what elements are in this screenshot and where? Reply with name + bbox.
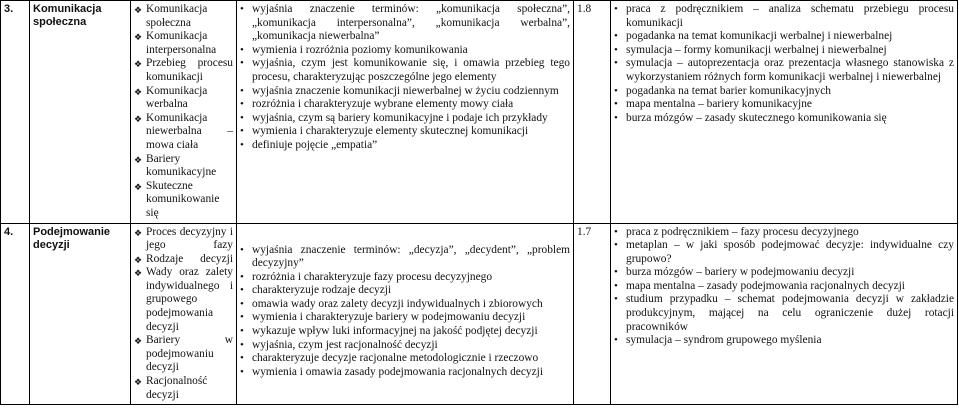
- method-item: • studium przypadku – schemat podejmowania decyzji w zakładzie produkcyjnym, mającej na celu ograniczenie dużej rotacji pracowników: [614, 293, 954, 333]
- goal-item: • wymienia i charakteryzuje bariery w podejmowaniu decyzji: [240, 311, 526, 324]
- bullet-icon: ❖: [134, 32, 143, 43]
- content-cell: [131, 223, 237, 405]
- bullet-icon: ❖: [134, 5, 143, 15]
- content-item: ❖ Komunikacja niewerbalna – mowa ciała: [134, 111, 233, 151]
- bullet-icon: •: [614, 98, 618, 111]
- method-item: • mapa mentalna – bariery komunikacyjne: [614, 98, 812, 111]
- bullet-icon: •: [614, 279, 618, 292]
- goal-item: • wyjaśnia, czym jest racjonalność decyzji: [240, 338, 438, 351]
- bullet-icon: ❖: [134, 181, 143, 192]
- goals-cell: [237, 223, 574, 405]
- goal-item: • wyjaśnia znaczenie terminów: „komunikacja społeczna”, „komunikacja interpersonalna”, „komunikacja werbalna”, „komunikacja niewerbalna”: [240, 3, 570, 43]
- topic-cell: Podejmowanie decyzji: [30, 223, 131, 405]
- bullet-icon: ❖: [134, 254, 143, 265]
- table-row: [1, 223, 958, 405]
- bullet-icon: ❖: [134, 113, 143, 124]
- methods-cell: [611, 223, 958, 405]
- methods-list: [614, 226, 954, 348]
- bullet-icon: •: [614, 225, 618, 238]
- bullet-icon: •: [240, 84, 244, 97]
- bullet-icon: •: [614, 266, 618, 279]
- content-item: ❖ Bariery komunikacyjne: [134, 152, 217, 179]
- bullet-icon: •: [614, 30, 618, 43]
- bullet-icon: ❖: [134, 86, 143, 97]
- cell-spacer: [240, 226, 570, 244]
- bullet-icon: •: [240, 111, 244, 124]
- time-cell: 1.7: [574, 223, 611, 405]
- goal-item: • omawia wady oraz zalety decyzji indywidualnych i zbiorowych: [240, 297, 543, 310]
- bullet-icon: ❖: [134, 377, 143, 388]
- method-item: • symulacja – formy komunikacji werbalnej i niewerbalnej: [614, 43, 887, 56]
- bullet-icon: •: [240, 338, 244, 351]
- method-item: • praca z podręcznikiem – analiza schematu przebiegu procesu komunikacji: [614, 3, 954, 29]
- bullet-icon: •: [240, 3, 244, 15]
- bullet-icon: •: [614, 293, 618, 306]
- content-cell: [131, 1, 237, 224]
- method-item: • praca z podręcznikiem – fazy procesu decyzyjnego: [614, 225, 859, 238]
- row-number: 4.: [1, 223, 30, 405]
- bullet-icon: ❖: [134, 154, 143, 165]
- goal-item: • charakteryzuje decyzje racjonalne metodologicznie i rzeczowo: [240, 352, 539, 365]
- goal-item: • wyjaśnia, czym są bariery komunikacyjne i podaje ich przykłady: [240, 111, 548, 124]
- topic-cell: Komunikacja społeczna: [30, 1, 131, 224]
- bullet-icon: •: [240, 284, 244, 297]
- goal-item: • wymienia i omawia zasady podejmowania racjonalnych decyzji: [240, 365, 543, 378]
- bullet-icon: •: [240, 270, 244, 283]
- goal-item: • wyjaśnia, czym jest komunikowanie się, i omawia przebieg tego procesu, charakteryzując poszczególne jego elementy: [240, 57, 570, 83]
- goal-item: • wymienia i rozróżnia poziomy komunikowania: [240, 43, 468, 56]
- bullet-icon: •: [240, 98, 244, 111]
- bullet-icon: •: [614, 57, 618, 70]
- bullet-icon: •: [240, 57, 244, 70]
- bullet-icon: •: [240, 311, 244, 324]
- bullet-icon: •: [240, 125, 244, 138]
- goal-item: • wykazuje wpływ luki informacyjnej na jakość podjętej decyzji: [240, 325, 538, 338]
- bullet-icon: •: [240, 138, 244, 151]
- content-item: ❖ Komunikacja werbalna: [134, 84, 208, 111]
- row-number: 3.: [1, 1, 30, 224]
- bullet-icon: ❖: [134, 227, 143, 238]
- method-item: • symulacja – autoprezentacja oraz prezentacja własnego stanowiska z wykorzystaniem różnych form komunikacji werbalnej i niewerbalnej: [614, 57, 954, 83]
- bullet-icon: •: [240, 297, 244, 310]
- content-item: ❖ Racjonalność decyzji: [134, 375, 208, 401]
- goal-item: • rozróżnia i charakteryzuje fazy procesu decyzyjnego: [240, 270, 493, 283]
- bullet-icon: •: [240, 325, 244, 338]
- bullet-icon: ❖: [134, 59, 143, 70]
- method-item: • pogadanka na temat barier komunikacyjnych: [614, 84, 831, 97]
- content-list: [134, 226, 233, 403]
- content-item: ❖ Komunikacja interpersonalna: [134, 30, 217, 56]
- goals-list: [240, 244, 570, 380]
- goals-cell: [237, 1, 574, 224]
- bullet-icon: •: [240, 43, 244, 56]
- bullet-icon: ❖: [134, 268, 143, 279]
- methods-list: [614, 3, 954, 125]
- goals-list: [240, 3, 570, 153]
- content-item: ❖ Komunikacja społeczna: [134, 3, 208, 29]
- goal-item: • wyjaśnia znaczenie terminów: „decyzja”, „decydent”, „problem decyzyjny”: [240, 243, 570, 270]
- method-item: • burza mózgów – zasady skutecznego komunikowania się: [614, 111, 887, 124]
- content-item: ❖ Przebieg procesu komunikacji: [134, 57, 233, 83]
- bullet-icon: ❖: [134, 336, 143, 347]
- bullet-icon: •: [614, 43, 618, 56]
- bullet-icon: •: [614, 334, 618, 347]
- goal-item: • wyjaśnia znaczenie komunikacji niewerbalnej w życiu codziennym: [240, 84, 559, 97]
- method-item: • symulacja – syndrom grupowego myślenia: [614, 334, 822, 347]
- bullet-icon: •: [240, 352, 244, 365]
- content-item: ❖ Bariery w podejmowaniu decyzji: [134, 334, 233, 374]
- method-item: • pogadanka na temat komunikacji werbalnej i niewerbalnej: [614, 30, 893, 43]
- bullet-icon: •: [614, 239, 618, 252]
- bullet-icon: •: [614, 84, 618, 97]
- bullet-icon: •: [240, 365, 244, 378]
- content-item: ❖ Proces decyzyjny i jego fazy: [134, 225, 233, 252]
- bullet-icon: •: [614, 111, 618, 124]
- method-item: • burza mózgów – bariery w podejmowaniu decyzji: [614, 266, 855, 279]
- methods-cell: [611, 1, 958, 224]
- bullet-icon: •: [614, 3, 618, 15]
- goal-item: • definiuje pojęcie „empatia”: [240, 138, 378, 151]
- goal-item: • charakteryzuje rodzaje decyzji: [240, 284, 392, 297]
- time-cell: 1.8: [574, 1, 611, 224]
- goal-item: • wymienia i charakteryzuje elementy skutecznej komunikacji: [240, 125, 529, 138]
- table-row: [1, 1, 958, 224]
- method-item: • mapa mentalna – zasady podejmowania racjonalnych decyzji: [614, 279, 905, 292]
- goal-item: • rozróżnia i charakteryzuje wybrane elementy mowy ciała: [240, 98, 514, 111]
- method-item: • metaplan – w jaki sposób podejmować decyzje: indywidualne czy grupowo?: [614, 239, 954, 265]
- bullet-icon: •: [240, 243, 244, 256]
- content-item: ❖ Skuteczne komunikowanie się: [134, 179, 220, 219]
- content-item: ❖ Rodzaje decyzji: [134, 253, 233, 267]
- content-list: [134, 3, 233, 221]
- content-item: ❖ Wady oraz zalety indywidualnego i grupowego podejmowania decyzji: [134, 266, 233, 333]
